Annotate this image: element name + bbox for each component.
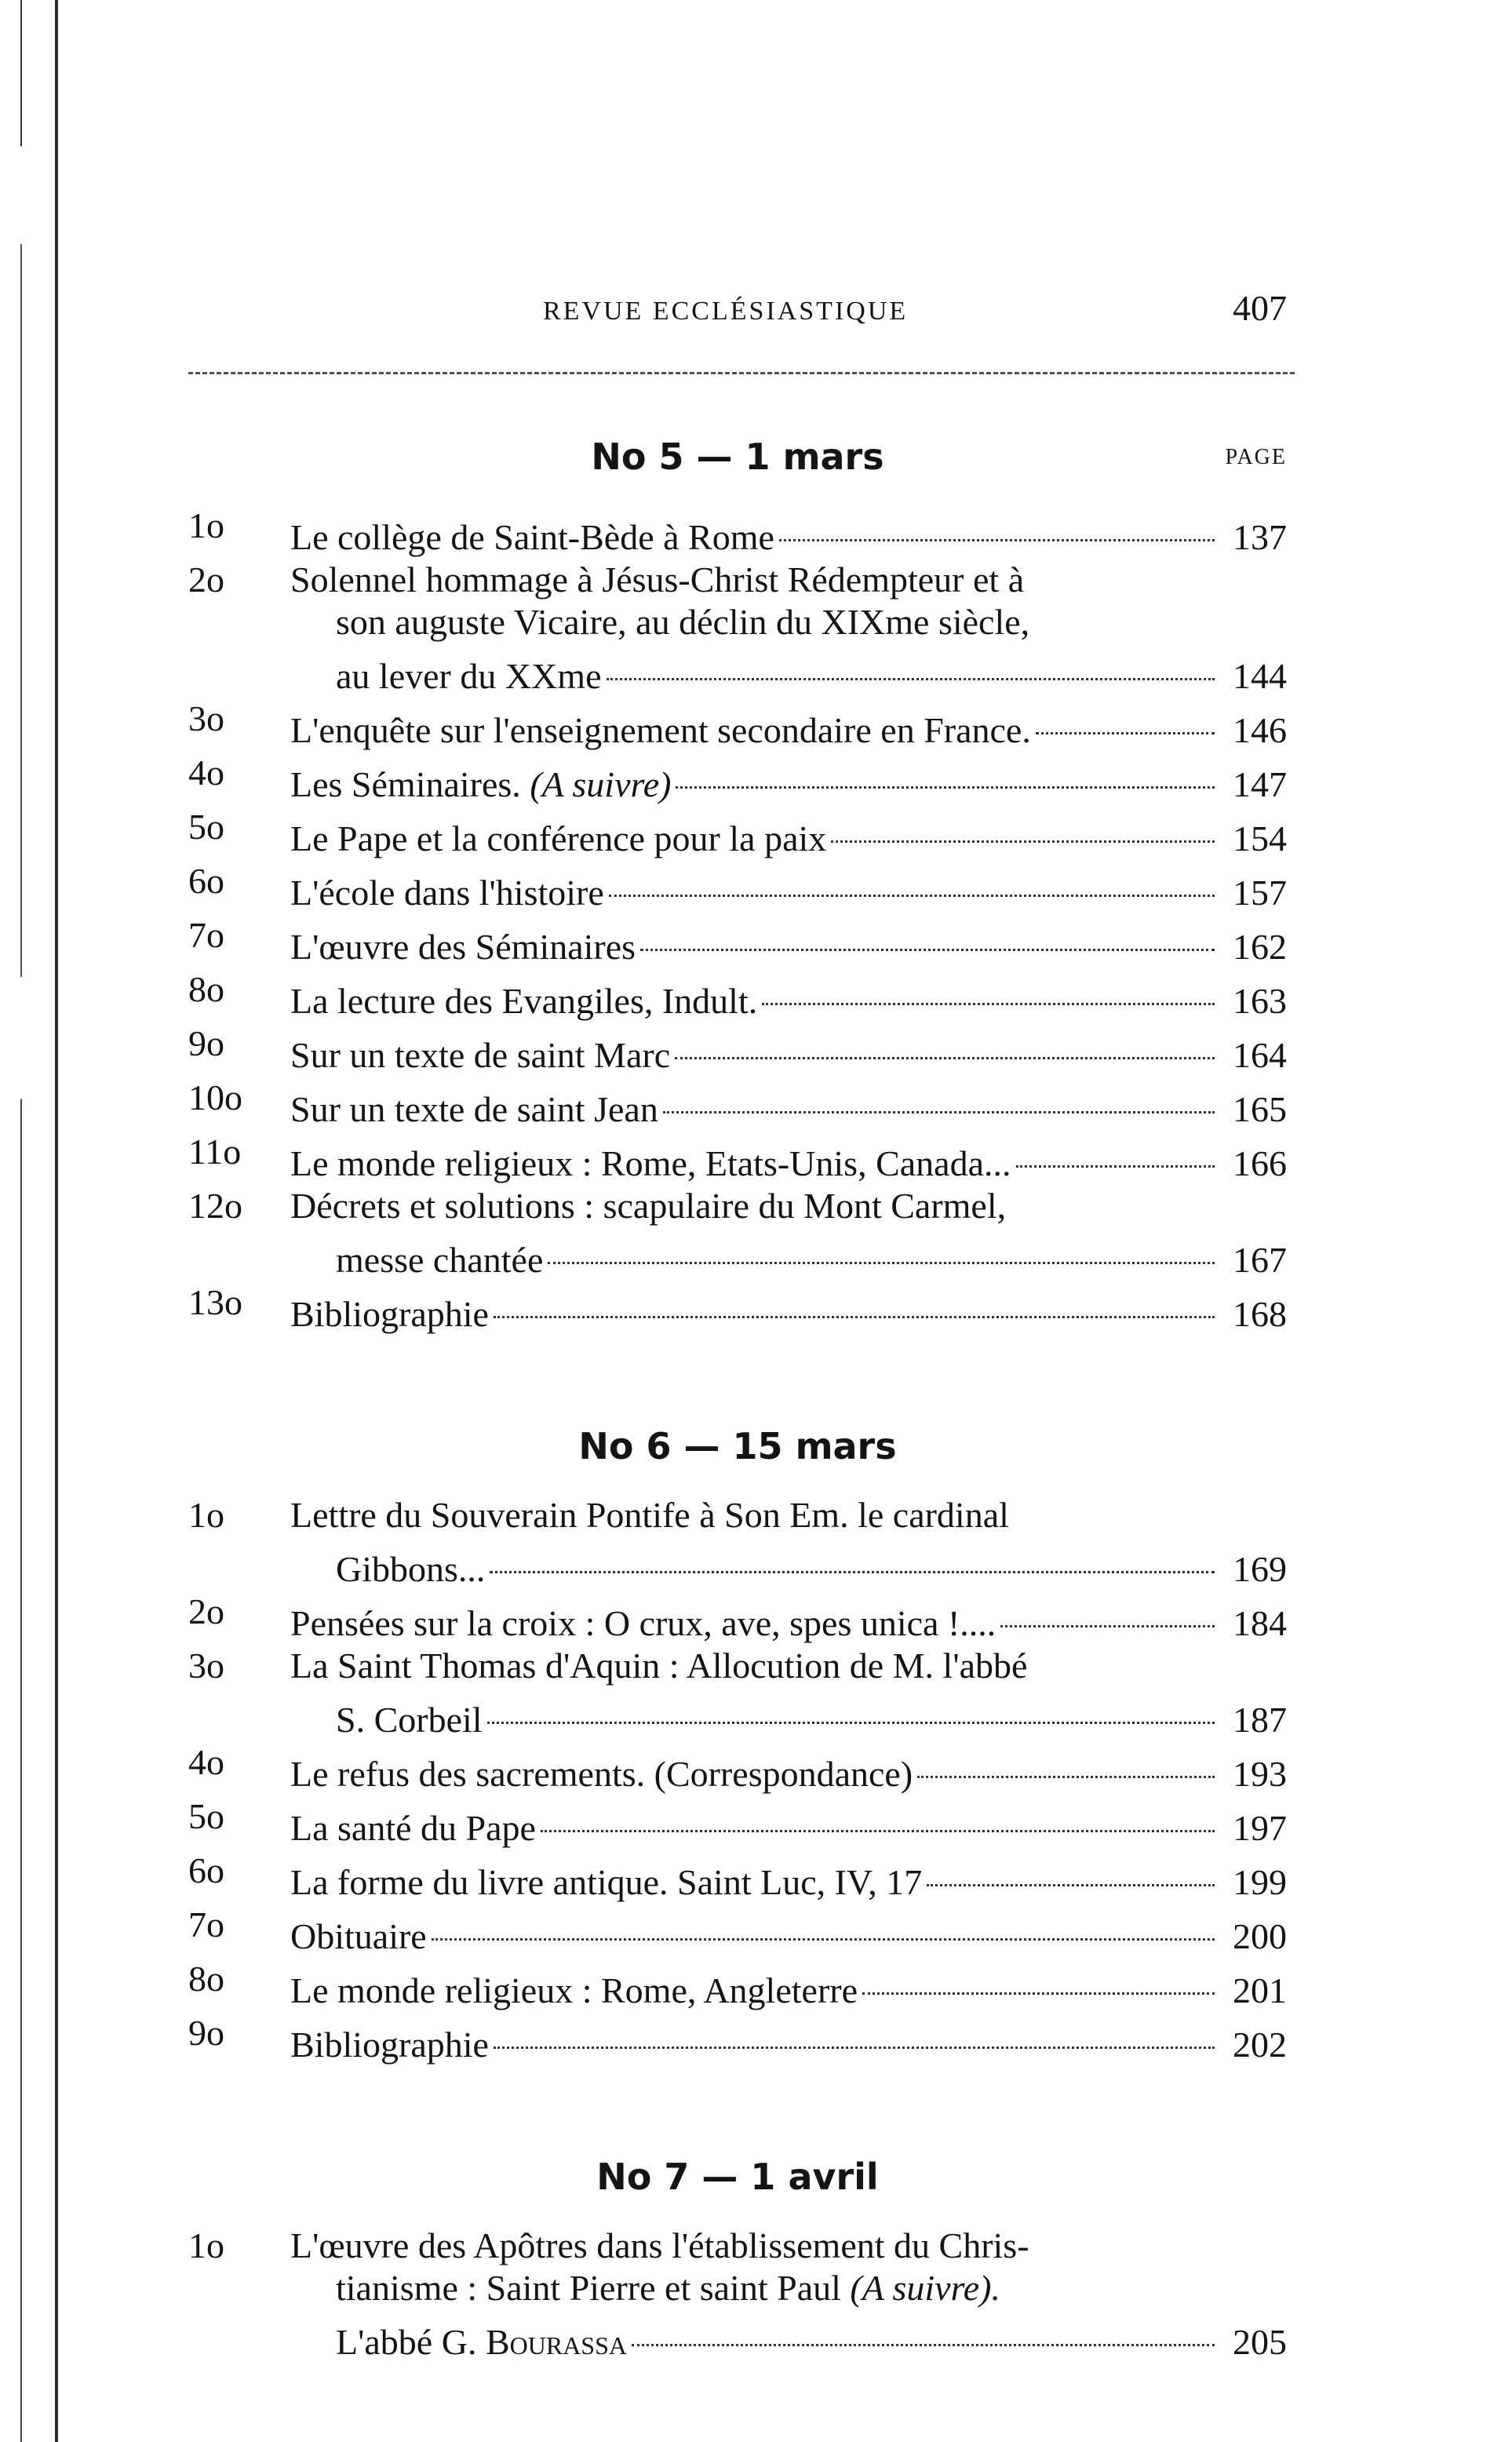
entry-text: S. Corbeil [336, 1700, 483, 1740]
entry-number: 13o [188, 1282, 242, 1322]
entry-number: 10o [188, 1077, 242, 1117]
entry-number: 4o [188, 1742, 224, 1782]
entry-text: au lever du XXme [336, 656, 602, 696]
entry-title [290, 872, 604, 914]
entry-text: Lettre du Souverain Pontife à Son Em. le cardinal [290, 1495, 1009, 1535]
issue-section-header [188, 421, 1287, 492]
entry-page-number: 201 [1233, 1970, 1287, 2010]
entry-text: Le refus des sacrements. (Correspondance) [290, 1754, 913, 1794]
entry-text: L'abbé G. [336, 2322, 477, 2362]
entry-number: 3o [188, 1646, 224, 1686]
entry-title [290, 1807, 536, 1850]
entry-title [290, 1915, 427, 1958]
toc-entry [188, 1281, 1287, 1336]
entry-number: 7o [188, 1904, 224, 1944]
entry-page-number: 154 [1233, 818, 1287, 858]
entry-page-number: 157 [1233, 873, 1287, 913]
table-of-contents [188, 421, 1287, 2364]
entry-text: La forme du livre antique. Saint Luc, IV, 17 [290, 1862, 923, 1902]
entry-line [290, 1591, 1287, 1645]
entry-page-number: 199 [1233, 1862, 1287, 1902]
entry-line [290, 505, 1287, 559]
issue-section [188, 2141, 1287, 2364]
dot-leader [548, 1219, 1215, 1264]
entry-text: Solennel hommage à Jésus-Christ Rédempteur et à [290, 559, 1025, 600]
entry-title [290, 1602, 996, 1645]
dot-leader [927, 1842, 1215, 1886]
issue-title: No 5 — 1 mars [591, 436, 884, 478]
dot-leader [917, 1733, 1215, 1778]
entry-page-number: 144 [1233, 656, 1287, 696]
dot-leader [487, 1679, 1215, 1724]
entry-number: 12o [188, 1186, 242, 1226]
dot-leader [676, 744, 1215, 789]
dot-leader [632, 2302, 1215, 2346]
entry-text: La lecture des Evangiles, Indult. [290, 981, 758, 1021]
issue-section-header [188, 2141, 1287, 2212]
toc-entry [188, 2225, 1287, 2364]
running-head-title: REVUE ECCLÉSIASTIQUE [543, 297, 909, 326]
entry-page-number: 137 [1233, 517, 1287, 557]
entry-text: L'œuvre des Apôtres dans l'établissement du Chris- [290, 2225, 1029, 2265]
toc-list [188, 1494, 1287, 2066]
entry-text: Le monde religieux : Rome, Etats-Unis, Canada... [290, 1143, 1011, 1183]
issue-section-header [188, 1411, 1287, 1482]
entry-number: 5o [188, 807, 224, 847]
dot-leader [862, 1950, 1215, 1995]
toc-entry [188, 2012, 1287, 2066]
dot-leader [494, 2004, 1215, 2049]
entry-text: Le monde religieux : Rome, Angleterre [290, 1970, 858, 2010]
dot-leader [640, 906, 1215, 951]
entry-page-number: 147 [1233, 764, 1287, 804]
entry-text: messe chantée [336, 1240, 544, 1280]
entry-line [336, 2309, 1287, 2364]
entry-title [336, 2321, 627, 2364]
entry-line [290, 2012, 1287, 2066]
entry-line [290, 1131, 1287, 1185]
dot-leader [609, 852, 1215, 897]
entry-text: Sur un texte de saint Jean [290, 1089, 658, 1129]
entry-page-number: 146 [1233, 710, 1287, 750]
dot-leader [541, 1788, 1215, 1832]
entry-text: son auguste Vicaire, au déclin du XIXme siècle, [336, 602, 1030, 642]
entry-number: 6o [188, 861, 224, 901]
entry-title [290, 2225, 1287, 2267]
issue-title: No 7 — 1 avril [596, 2156, 879, 2198]
toc-list [188, 2225, 1287, 2364]
entry-text: Le Pape et la conférence pour la paix [290, 818, 827, 858]
toc-entry [188, 1645, 1287, 1741]
entry-number: 8o [188, 969, 224, 1009]
entry-number: 2o [188, 1591, 224, 1631]
entry-title [290, 764, 671, 806]
dot-leader [762, 960, 1215, 1005]
entry-number: 6o [188, 1850, 224, 1890]
entry-title [336, 1548, 485, 1591]
dot-leader [675, 1015, 1215, 1059]
toc-entry [188, 1494, 1287, 1591]
dot-leader [779, 497, 1215, 541]
entry-number: 1o [188, 2225, 224, 2265]
entry-number: 9o [188, 2013, 224, 2053]
entry-title [290, 1034, 670, 1077]
entry-number: 7o [188, 915, 224, 955]
dot-leader [663, 1069, 1215, 1113]
entry-line [290, 1281, 1287, 1336]
entry-page-number: 193 [1233, 1754, 1287, 1794]
entry-title [290, 926, 636, 968]
dot-leader [1016, 1123, 1215, 1168]
page-column-label: PAGE [1225, 445, 1287, 469]
entry-page-number: 202 [1233, 2025, 1287, 2065]
toc-entry [188, 1591, 1287, 1645]
document-page [188, 282, 1287, 2364]
entry-title [290, 1293, 489, 1336]
entry-text: Décrets et solutions : scapulaire du Mont Carmel, [290, 1186, 1007, 1226]
issue-title: No 6 — 15 mars [578, 1425, 897, 1467]
running-head-page-number: 407 [1233, 288, 1287, 328]
entry-page-number: 168 [1233, 1294, 1287, 1334]
entry-text: Sur un texte de saint Marc [290, 1035, 671, 1075]
entry-title [336, 655, 602, 698]
entry-page-number: 197 [1233, 1808, 1287, 1848]
entry-page-number: 162 [1233, 927, 1287, 967]
entry-title [290, 516, 774, 559]
entry-title [290, 1088, 658, 1131]
issue-section [188, 421, 1287, 1336]
entry-text: L'œuvre des Séminaires [290, 927, 636, 967]
dot-leader [831, 798, 1215, 843]
header-rule [188, 372, 1295, 374]
entry-text: La Saint Thomas d'Aquin : Allocution de M. l'abbé [290, 1646, 1028, 1686]
entry-text: Bibliographie [290, 1294, 489, 1334]
dot-leader [490, 1529, 1215, 1573]
entry-note-italic: (A suivre). [850, 2268, 1001, 2308]
entry-number: 1o [188, 505, 224, 545]
entry-page-number: 165 [1233, 1089, 1287, 1129]
entry-page-number: 184 [1233, 1603, 1287, 1643]
entry-page-number: 164 [1233, 1035, 1287, 1075]
entry-text: Gibbons... [336, 1549, 486, 1589]
entry-text: Obituaire [290, 1916, 427, 1956]
running-head [188, 282, 1287, 337]
entry-title [336, 1699, 483, 1741]
dot-leader [607, 636, 1215, 680]
issue-section [188, 1411, 1287, 2066]
entry-number: 11o [188, 1132, 242, 1172]
dot-leader [1036, 690, 1215, 734]
entry-author: Bourassa [485, 2322, 628, 2362]
entry-page-number: 169 [1233, 1549, 1287, 1589]
entry-text: Le collège de Saint-Bède à Rome [290, 517, 774, 557]
entry-text: L'enquête sur l'enseignement secondaire en France. [290, 710, 1031, 750]
entry-text: Bibliographie [290, 2025, 489, 2065]
entry-page-number: 166 [1233, 1143, 1287, 1183]
page-binding-edge [20, 0, 22, 2442]
dot-leader [494, 1274, 1215, 1318]
entry-text: Pensées sur la croix : O crux, ave, spes unica !.... [290, 1603, 996, 1643]
entry-number: 1o [188, 1495, 224, 1535]
entry-page-number: 205 [1233, 2322, 1287, 2362]
page-margin-line [55, 0, 58, 2442]
entry-number: 2o [188, 559, 224, 600]
entry-line [290, 2225, 1287, 2267]
entry-line [290, 559, 1287, 601]
entry-page-number: 200 [1233, 1916, 1287, 1956]
entry-text: tianisme : Saint Pierre et saint Paul [336, 2268, 841, 2308]
entry-number: 3o [188, 698, 224, 738]
entry-text: Les Séminaires. [290, 764, 521, 804]
entry-number: 9o [188, 1023, 224, 1063]
entry-page-number: 167 [1233, 1240, 1287, 1280]
entry-note-italic: (A suivre) [530, 764, 672, 804]
entry-page-number: 163 [1233, 981, 1287, 1021]
dot-leader [432, 1896, 1215, 1941]
toc-entry [188, 1185, 1287, 1281]
entry-page-number: 187 [1233, 1700, 1287, 1740]
entry-text: L'école dans l'histoire [290, 873, 604, 913]
entry-title [290, 559, 1287, 601]
entry-number: 5o [188, 1796, 224, 1836]
entry-number: 4o [188, 753, 224, 793]
toc-list [188, 505, 1287, 1336]
dot-leader [1000, 1583, 1215, 1627]
toc-entry [188, 505, 1287, 559]
toc-entry [188, 559, 1287, 698]
entry-title [290, 2024, 489, 2066]
entry-text: La santé du Pape [290, 1808, 536, 1848]
entry-number: 8o [188, 1959, 224, 1999]
toc-entry [188, 1131, 1287, 1185]
entry-title [290, 1143, 1011, 1185]
